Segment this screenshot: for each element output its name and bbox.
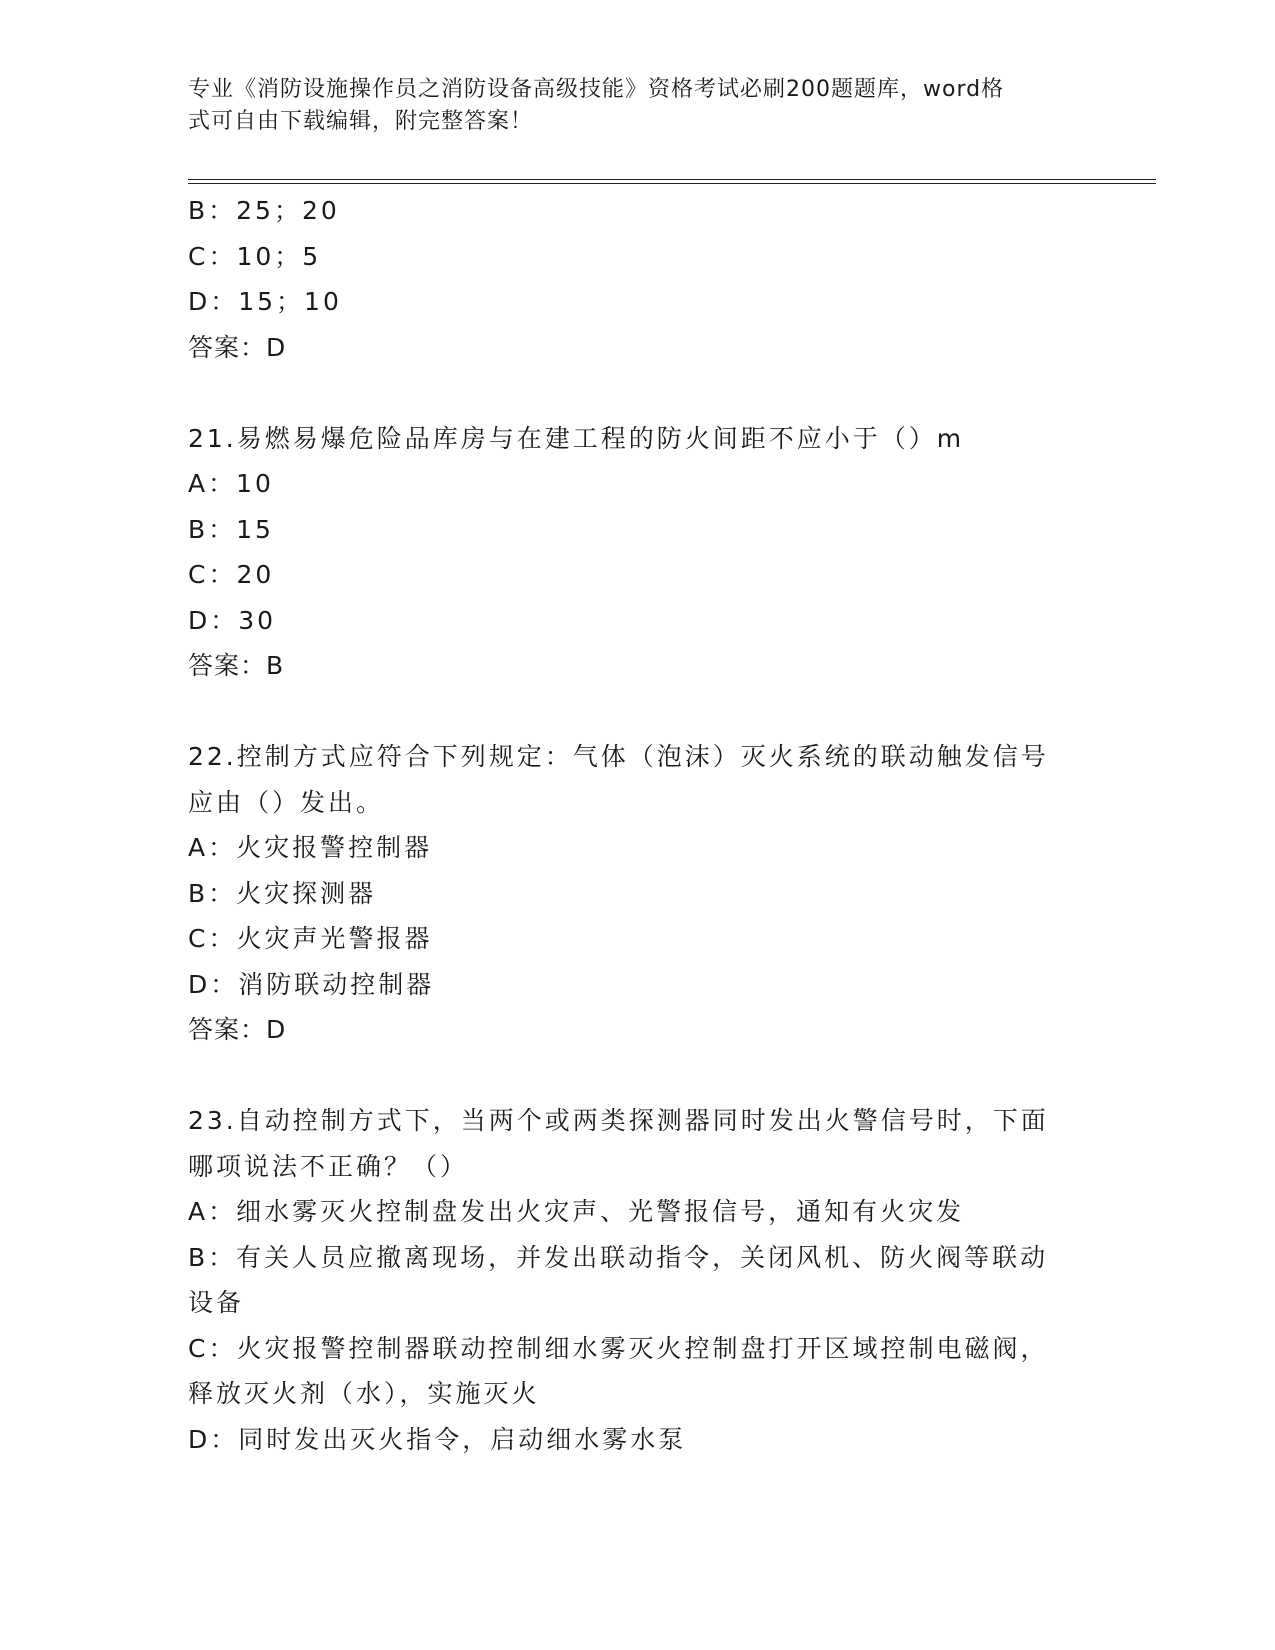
option-b-line-1: B：有关人员应撤离现场，并发出联动指令，关闭风机、防火阀等联动 xyxy=(188,1242,1049,1272)
option-c: C：20 xyxy=(188,560,275,589)
question-list xyxy=(188,188,1088,1462)
spacer xyxy=(188,1053,1088,1099)
question-23 xyxy=(188,1098,1088,1462)
page-header xyxy=(188,74,1078,138)
question-22 xyxy=(188,734,1088,1053)
header-line-1: 专业《消防设施操作员之消防设备高级技能》资格考试必刷200题题库，word格 xyxy=(188,77,1005,102)
option-c-line-2: 释放灭火剂（水），实施灭火 xyxy=(188,1379,540,1408)
option-d: D：同时发出灭火指令，启动细水雾水泵 xyxy=(188,1424,687,1454)
option-d: D：消防联动控制器 xyxy=(188,969,435,999)
header-divider-bottom xyxy=(188,183,1156,184)
answer: 答案：D xyxy=(188,332,287,362)
spacer xyxy=(188,370,1088,416)
option-c: C：火灾声光警报器 xyxy=(188,924,433,953)
option-a: A：细水雾灭火控制盘发出火灾声、光警报信号，通知有火灾发 xyxy=(188,1197,965,1226)
answer: 答案：D xyxy=(188,1015,287,1044)
option-b: B：25；20 xyxy=(188,196,340,225)
question-title-line-2: 应由（）发出。 xyxy=(188,787,385,817)
answer: 答案：B xyxy=(188,651,285,680)
option-d: D：15；10 xyxy=(188,287,342,316)
option-c: C：10；5 xyxy=(188,241,322,271)
question-title-line-1: 22.控制方式应符合下列规定：气体（泡沫）灭火系统的联动触发信号 xyxy=(188,742,1049,771)
option-b-line-2: 设备 xyxy=(188,1288,245,1317)
option-a: A：火灾报警控制器 xyxy=(188,833,433,862)
question-title-line-1: 23.自动控制方式下，当两个或两类探测器同时发出火警信号时，下面 xyxy=(188,1106,1049,1135)
question-title: 21.易燃易爆危险品库房与在建工程的防火间距不应小于（）m xyxy=(188,423,965,453)
question-21 xyxy=(188,416,1088,689)
option-b: B：火灾探测器 xyxy=(188,878,377,908)
option-d: D：30 xyxy=(188,605,277,635)
option-c-line-1: C：火灾报警控制器联动控制细水雾灭火控制盘打开区域控制电磁阀， xyxy=(188,1333,1049,1363)
header-line-2: 式可自由下载编辑，附完整答案！ xyxy=(188,109,534,134)
header-divider-top xyxy=(188,179,1156,180)
option-b: B：15 xyxy=(188,514,274,544)
option-a: A：10 xyxy=(188,469,274,498)
question-20-continuation xyxy=(188,188,1088,370)
spacer xyxy=(188,689,1088,735)
question-title-line-2: 哪项说法不正确？（） xyxy=(188,1151,469,1181)
